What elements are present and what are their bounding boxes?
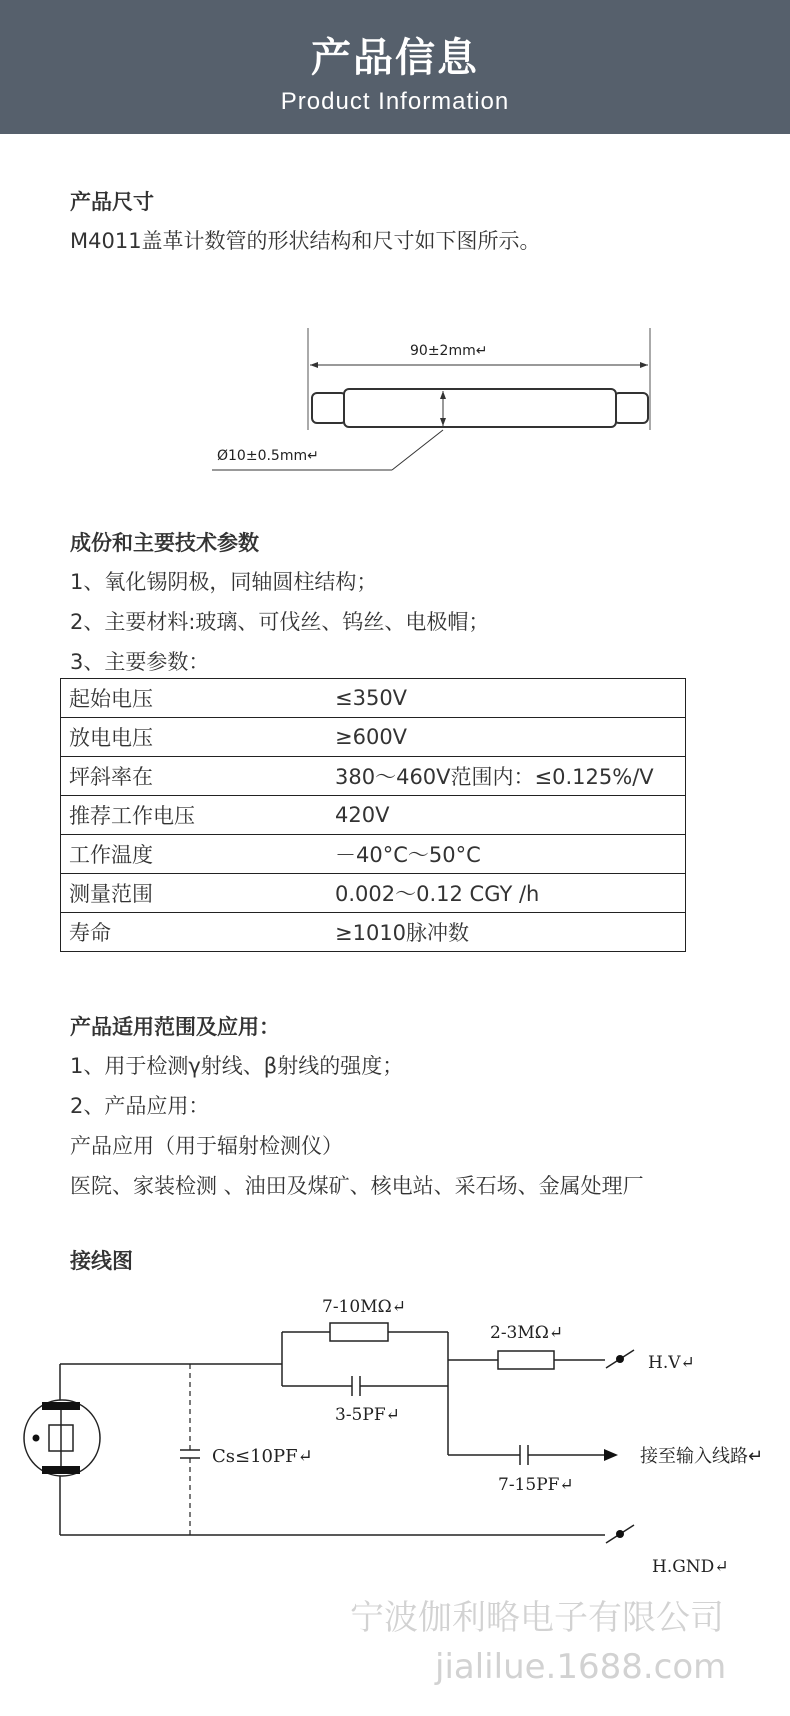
param-name: 工作温度 <box>61 835 328 874</box>
gnd-label: H.GND↵ <box>652 1557 729 1577</box>
param-value: 0.002～0.12 CGY /h <box>327 874 686 913</box>
watermark-url: jialilue.1688.com <box>435 1647 727 1687</box>
param-value: ≥600V <box>327 718 686 757</box>
tube-dimension-diagram <box>200 320 670 480</box>
size-section-desc: M4011盖革计数管的形状结构和尺寸如下图所示。 <box>70 229 541 253</box>
param-name: 推荐工作电压 <box>61 796 328 835</box>
table-row <box>61 835 686 874</box>
table-row <box>61 679 686 718</box>
app-line-1: 1、用于检测γ射线、β射线的强度； <box>70 1054 404 1078</box>
table-row <box>61 757 686 796</box>
table-row <box>61 796 686 835</box>
param-name: 放电电压 <box>61 718 328 757</box>
spec-section-title: 成份和主要技术参数 <box>70 531 259 555</box>
table-row <box>61 913 686 952</box>
param-value: －40°C～50°C <box>327 835 686 874</box>
spec-item-1: 1、氧化锡阴极，同轴圆柱结构； <box>70 570 378 594</box>
param-name: 寿命 <box>61 913 328 952</box>
header-banner <box>0 0 790 134</box>
param-value: 380～460V范围内：≤0.125%/V <box>327 757 686 796</box>
wiring-section-title: 接线图 <box>70 1249 133 1273</box>
app-line-2: 2、产品应用： <box>70 1094 210 1118</box>
size-section-title: 产品尺寸 <box>70 190 154 214</box>
c2-label: 7-15PF↵ <box>498 1475 574 1495</box>
param-value: ≥1010脉冲数 <box>327 913 686 952</box>
param-value: ≤350V <box>327 679 686 718</box>
param-name: 起始电压 <box>61 679 328 718</box>
parameter-table <box>60 678 686 952</box>
spec-item-3: 3、主要参数： <box>70 650 210 674</box>
app-line-3: 产品应用（用于辐射检测仪） <box>70 1134 343 1158</box>
banner-subtitle: Product Information <box>280 88 510 115</box>
param-value: 420V <box>327 796 686 835</box>
table-row <box>61 874 686 913</box>
r1-label: 7-10MΩ↵ <box>322 1297 406 1317</box>
r2-label: 2-3MΩ↵ <box>490 1323 564 1343</box>
banner-title: 产品信息 <box>311 35 479 81</box>
input-label: 接至输入线路↵ <box>640 1446 764 1467</box>
app-line-4: 医院、家装检测 、油田及煤矿、核电站、采石场、金属处理厂 <box>70 1174 644 1198</box>
diameter-label: Ø10±0.5mm↵ <box>217 448 319 464</box>
length-label: 90±2mm↵ <box>410 343 488 359</box>
param-name: 坪斜率在 <box>61 757 328 796</box>
hv-label: H.V↵ <box>648 1353 695 1373</box>
c1-label: 3-5PF↵ <box>335 1405 400 1425</box>
watermark-company: 宁波伽利略电子有限公司 <box>350 1598 724 1638</box>
table-row <box>61 718 686 757</box>
cs-label: Cs≤10PF↵ <box>212 1446 313 1467</box>
wiring-diagram <box>0 1280 790 1590</box>
app-section-title: 产品适用范围及应用： <box>70 1015 280 1039</box>
spec-item-2: 2、主要材料:玻璃、可伐丝、钨丝、电极帽； <box>70 610 490 634</box>
param-name: 测量范围 <box>61 874 328 913</box>
